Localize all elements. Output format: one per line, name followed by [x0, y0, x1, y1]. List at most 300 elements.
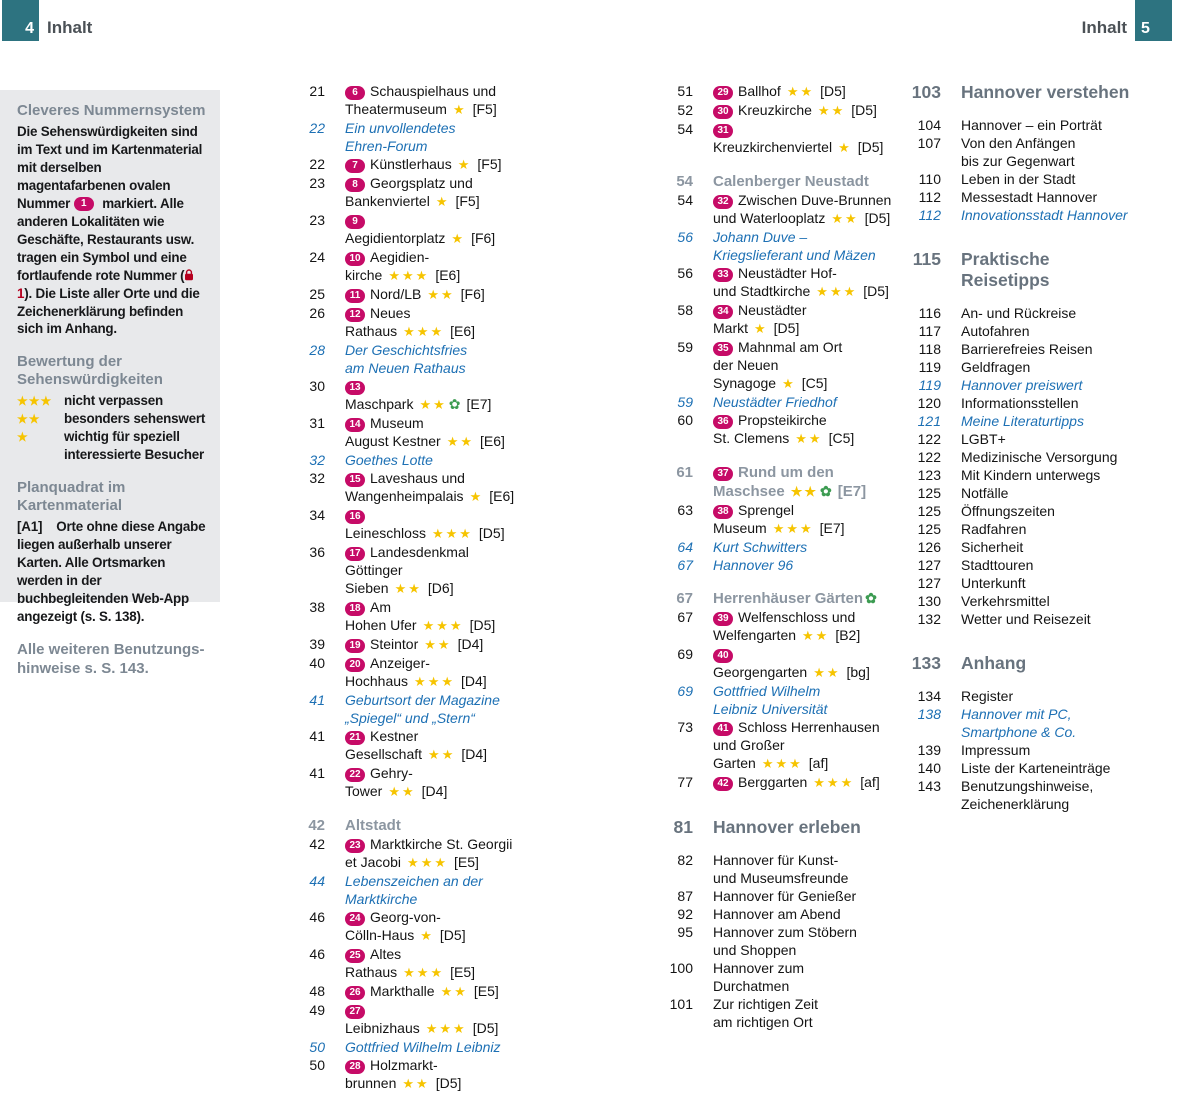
toc-page-number: 69 [677, 683, 693, 699]
star-rating-icon: ★★ [795, 431, 823, 446]
toc-page-number: 44 [309, 873, 325, 889]
map-grid-reference: [D5] [857, 139, 884, 155]
legend-numbering-title: Cleveres Nummernsystem [17, 102, 206, 119]
toc-entry-line [961, 412, 1158, 430]
toc-entry-line [961, 520, 1158, 538]
toc-entry-title: Mahnmal am Ort [738, 339, 843, 355]
map-grid-reference: [E6] [450, 323, 476, 339]
toc-entry-line [713, 941, 893, 959]
toc-page-number: 46 [309, 946, 325, 962]
red-lock-icon [184, 269, 194, 281]
star-rating-icon: ★ [452, 102, 467, 117]
toc-entry-section [648, 463, 893, 501]
map-grid-reference: [D5] [851, 102, 877, 118]
toc-entry-title: Cölln-Haus [345, 927, 415, 943]
toc-entry-chapter [893, 653, 1158, 674]
toc-entry-line [713, 246, 893, 264]
map-grid-reference: [E7] [466, 396, 492, 412]
toc-entry-line [345, 414, 515, 432]
sight-number-badge: 10 [345, 252, 365, 266]
toc-entry-sight [280, 945, 515, 982]
toc-entry-body [345, 248, 515, 285]
toc-entry-body [713, 411, 893, 448]
toc-entry-sight [280, 506, 515, 543]
toc-entry-title: Gehry-Tower [345, 765, 413, 799]
sight-number-badge: 15 [345, 473, 365, 487]
toc-page-number: 104 [917, 117, 941, 133]
toc-entry-title: Hannover für Genießer [713, 888, 857, 904]
toc-page-number: 101 [669, 996, 693, 1012]
toc-entry-title: und Shoppen [713, 942, 797, 958]
toc-entry-line [713, 482, 893, 501]
toc-entry-sight [280, 1001, 515, 1038]
legend-numbering-text: Die Sehenswürdigkeiten sind im Text und im Kartenmaterial mit derselben magentafarbenen ovalen Nummer 1 markiert. Alle anderen Lokalitäten wie Geschäfte, Restaurants usw. tragen ein Symbol und eine fortlaufende rote Nummer (1). Die Liste aller Orte und die Zeichenerklärung befinden sich im Anhang. [17, 124, 203, 337]
toc-entry-line [961, 116, 1158, 134]
toc-entry-body [961, 412, 1158, 430]
toc-entry-line [345, 285, 515, 304]
map-grid-reference: [D4] [461, 746, 488, 762]
toc-entry-body [961, 610, 1158, 628]
star-rating-icon: ★ [838, 140, 852, 155]
star-rating-icon: ★★★ [422, 618, 464, 633]
running-head-left: Inhalt [47, 18, 93, 37]
toc-page-number: 39 [309, 636, 325, 652]
toc-page-number: 132 [917, 611, 941, 627]
toc-entry-line [345, 926, 515, 945]
toc-entry-sight [648, 718, 893, 773]
toc-page-number: 38 [309, 599, 325, 615]
toc-entry-title: Propsteikirche [738, 412, 827, 428]
toc-entry-body [345, 506, 515, 543]
toc-page-number: 50 [309, 1039, 325, 1055]
toc-page-number: 23 [309, 212, 325, 228]
star-rating-icon: ★★ [446, 434, 475, 449]
toc-entry-line [345, 945, 515, 982]
toc-entry-line [713, 282, 893, 301]
toc-entry-title: am richtigen Ort [713, 1014, 813, 1030]
toc-entry-body [713, 718, 893, 773]
toc-entry-line [345, 561, 515, 598]
toc-entry-title: August Kestner [345, 433, 441, 449]
toc-entry-title: Smartphone & Co. [961, 724, 1077, 740]
toc-entry-line [345, 853, 515, 872]
toc-page-number: 67 [676, 590, 693, 607]
toc-entry-body [713, 338, 893, 393]
toc-entry-title: Berggarten [738, 774, 808, 790]
star-rating-icon: ★★ [813, 665, 841, 680]
toc-entry-story [648, 393, 893, 411]
toc-entry-sight [648, 101, 893, 120]
toc-entry-title: Zur richtigen Zeit [713, 996, 819, 1012]
toc-page-number: 31 [309, 415, 325, 431]
toc-entry-title: Schloss Herrenhausen [738, 719, 880, 735]
toc-entry-title: Lebenszeichen an der [345, 873, 483, 889]
toc-entry-story [648, 538, 893, 556]
toc-entry-line [345, 1074, 515, 1093]
toc-entry-plain [893, 610, 1158, 628]
toc-entry-plain [893, 484, 1158, 502]
toc-entry-title: Georg-von- [370, 909, 441, 925]
star-rating-icon: ★★ [388, 784, 416, 799]
toc-page-number: 82 [677, 852, 693, 868]
toc-entry-line [713, 923, 893, 941]
rating-row [17, 392, 208, 410]
toc-page-number: 26 [309, 305, 325, 321]
toc-entry-sight [280, 727, 515, 764]
toc-entry-body [713, 851, 893, 887]
star-rating-icon: ★★★ [425, 1021, 467, 1036]
toc-entry-title: Mit Kindern unterwegs [961, 467, 1101, 483]
toc-page-number: 23 [309, 175, 325, 191]
toc-entry-body [345, 155, 515, 174]
toc-entry-title: Maschpark [345, 396, 414, 412]
toc-entry-story [280, 341, 515, 377]
toc-entry-line [713, 101, 893, 120]
sight-number-badge: 25 [345, 949, 365, 963]
map-grid-reference: [C5] [828, 430, 855, 446]
sight-number-badge: 37 [713, 467, 733, 481]
toc-entry-title: Göttinger Sieben [345, 562, 403, 596]
page-number-box-right [1135, 0, 1172, 41]
toc-entry-body [345, 451, 515, 469]
toc-entry-body [961, 82, 1158, 103]
map-grid-reference: [B2] [835, 627, 861, 643]
toc-entry-body [961, 430, 1158, 448]
toc-entry-sight [648, 411, 893, 448]
toc-entry-body [961, 170, 1158, 188]
legend-grid-title: Planquadrat im Kartenmaterial [17, 479, 126, 515]
sight-number-badge: 27 [345, 1005, 365, 1019]
toc-entry-plain [893, 116, 1158, 134]
toc-entry-line [713, 995, 893, 1013]
map-grid-reference: [D5] [469, 617, 496, 633]
toc-entry-title: Gottfried Wilhelm [713, 683, 821, 699]
toc-page-number: 30 [309, 378, 325, 394]
toc-entry-body [345, 816, 515, 835]
toc-page-number: 69 [677, 646, 693, 662]
toc-entry-line [961, 484, 1158, 502]
toc-entry-title: LGBT+ [961, 431, 1006, 447]
toc-entry-body [713, 501, 893, 538]
toc-entry-title: Welfenschloss und [738, 609, 856, 625]
toc-entry-plain [893, 777, 1158, 813]
map-grid-reference: [D4] [457, 636, 484, 652]
rating-stars-icon: ★ [17, 430, 29, 445]
sight-number-badge: 30 [713, 105, 733, 119]
toc-entry-sight [280, 654, 515, 691]
toc-entry-sight [648, 645, 893, 682]
legend-footer-note: Alle weiteren Benutzungs- hinweise s. S. 143. [17, 640, 205, 677]
sight-number-badge: 13 [345, 381, 365, 395]
red-lock-number: 1 [17, 285, 25, 301]
toc-entry-body [713, 817, 893, 838]
toc-page-number: 126 [917, 539, 941, 555]
toc-page-number: 59 [677, 339, 693, 355]
toc-entry-sight [280, 377, 515, 414]
star-rating-icon: ★★★ [407, 855, 449, 870]
toc-entry-plain [893, 520, 1158, 538]
toc-entry-line [345, 359, 515, 377]
map-grid-reference: [D5] [478, 525, 505, 541]
star-rating-icon: ★ [451, 231, 466, 246]
toc-entry-section [648, 172, 893, 191]
toc-entry-line [961, 502, 1158, 520]
toc-entry-line [345, 543, 515, 561]
sight-number-badge: 21 [345, 731, 365, 745]
map-grid-reference: [F6] [471, 230, 496, 246]
toc-entry-title: Altes Rathaus [345, 946, 402, 980]
toc-entry-line [713, 959, 893, 977]
map-grid-reference: [E6] [480, 433, 505, 449]
toc-entry-line [713, 645, 893, 682]
toc-entry-line [345, 727, 515, 745]
sight-number-badge: 8 [345, 178, 365, 192]
toc-entry-body [345, 304, 515, 341]
map-grid-reference: [E7] [819, 520, 845, 536]
toc-entry-story [893, 206, 1158, 224]
toc-entry-title: Kurt Schwitters [713, 539, 808, 555]
toc-entry-title: Hannover zum [713, 960, 805, 976]
toc-entry-plain [893, 687, 1158, 705]
toc-entry-body [961, 188, 1158, 206]
toc-page-number: 121 [917, 413, 941, 429]
toc-entry-line [713, 718, 893, 736]
map-grid-reference: [E6] [489, 488, 515, 504]
toc-page-number: 122 [917, 431, 941, 447]
star-rating-icon: ★★ [440, 984, 468, 999]
toc-entry-title: Autofahren [961, 323, 1030, 339]
toc-entry-line [961, 653, 1158, 674]
toc-entry-line [345, 155, 515, 174]
toc-entry-body [345, 764, 515, 801]
toc-entry-body [713, 682, 893, 718]
toc-page-number: 60 [677, 412, 693, 428]
toc-entry-line [713, 851, 893, 869]
toc-entry-line [345, 100, 515, 119]
toc-entry-title: „Spiegel“ und „Stern“ [345, 710, 475, 726]
toc-entry-story [893, 376, 1158, 394]
toc-entry-sight [280, 908, 515, 945]
sight-number-badge: 38 [713, 505, 733, 519]
toc-entry-title: Bankenviertel [345, 193, 430, 209]
toc-entry-body [961, 116, 1158, 134]
toc-entry-sight [280, 835, 515, 872]
toc-entry-sight [280, 982, 515, 1001]
toc-entry-body [713, 228, 893, 264]
park-flora-icon: ✿ [820, 483, 832, 499]
map-grid-reference: [af] [860, 774, 880, 790]
toc-entry-sight [280, 635, 515, 654]
toc-entry-body [713, 905, 893, 923]
toc-page-number: 56 [677, 229, 693, 245]
legend-rating-rows [17, 392, 208, 464]
toc-entry-plain [648, 851, 893, 887]
toc-entry-title: Medizinische Versorgung [961, 449, 1118, 465]
toc-entry-sight [648, 264, 893, 301]
toc-entry-plain [893, 358, 1158, 376]
toc-entry-title: Georgengarten [713, 664, 808, 680]
toc-entry-title: Landesdenkmal [370, 544, 469, 560]
toc-page-number: 46 [309, 909, 325, 925]
toc-entry-line [713, 411, 893, 429]
toc-entry-title: Goethes Lotte [345, 452, 433, 468]
sight-number-badge: 39 [713, 612, 733, 626]
sight-number-badge: 14 [345, 418, 365, 432]
toc-entry-line [961, 430, 1158, 448]
toc-page-number: 119 [918, 377, 941, 393]
toc-page-number: 117 [918, 323, 941, 339]
toc-entry-body [961, 538, 1158, 556]
toc-page-number: 32 [309, 452, 325, 468]
sight-number-badge: 29 [713, 86, 733, 100]
toc-entry-title: Neues Rathaus [345, 305, 411, 339]
toc-entry-body [713, 120, 893, 157]
toc-page-number: 139 [917, 742, 941, 758]
toc-entry-line [713, 191, 893, 209]
page-number-box-left [2, 0, 39, 41]
toc-entry-line [713, 773, 893, 792]
toc-entry-chapter [893, 82, 1158, 103]
toc-page-number: 73 [677, 719, 693, 735]
toc-entry-line [345, 174, 515, 192]
toc-entry-line [713, 228, 893, 246]
toc-entry-body [345, 654, 515, 691]
toc-entry-plain [893, 466, 1158, 484]
toc-page-number: 40 [309, 655, 325, 671]
toc-entry-sight [280, 285, 515, 304]
toc-entry-line [713, 905, 893, 923]
toc-entry-sight [648, 338, 893, 393]
rating-stars-icon: ★★ [17, 412, 41, 427]
toc-page-number: 63 [677, 502, 693, 518]
toc-entry-plain [893, 188, 1158, 206]
toc-entry-line [961, 610, 1158, 628]
toc-entry-plain [893, 170, 1158, 188]
star-rating-icon: ★ [457, 157, 472, 172]
toc-page-number: 118 [918, 341, 941, 357]
map-grid-reference: [F5] [455, 193, 480, 209]
toc-entry-sight [280, 764, 515, 801]
toc-entry-line [713, 264, 893, 282]
toc-page-number: 56 [677, 265, 693, 281]
sight-number-badge: 12 [345, 308, 365, 322]
toc-entry-title: Reisetipps [961, 270, 1050, 290]
star-rating-icon: ★★ [428, 747, 456, 762]
toc-page-number: 107 [917, 135, 941, 151]
toc-entry-title: Kriegslieferant und Mäzen [713, 247, 876, 263]
toc-entry-sight [280, 1056, 515, 1093]
toc-entry-line [713, 817, 893, 838]
toc-entry-line [713, 556, 893, 574]
toc-entry-title: Ein unvollendetes [345, 120, 456, 136]
toc-entry-sight [280, 598, 515, 635]
toc-entry-title: Johann Duve – [713, 229, 808, 245]
toc-entry-body [961, 466, 1158, 484]
toc-entry-line [345, 487, 515, 506]
map-grid-reference: [D5] [863, 283, 889, 299]
star-rating-icon: ★★★ [414, 674, 456, 689]
toc-entry-line [345, 211, 515, 248]
toc-entry-line [713, 301, 893, 338]
toc-entry-title: Praktische [961, 249, 1050, 269]
toc-entry-title: und Museumsfreunde [713, 870, 849, 886]
toc-entry-line [345, 248, 515, 266]
toc-entry-title: Maschsee [713, 483, 785, 500]
toc-entry-title: Rund um den [738, 464, 834, 481]
toc-entry-line [961, 170, 1158, 188]
toc-entry-body [713, 301, 893, 338]
toc-entry-body [961, 705, 1158, 741]
toc-entry-title: Wetter und Reisezeit [961, 611, 1091, 627]
sight-number-badge: 40 [713, 649, 733, 663]
map-grid-reference: [D5] [773, 320, 800, 336]
toc-entry-line [713, 538, 893, 556]
map-grid-reference: [D4] [461, 673, 487, 689]
star-rating-icon: ★★ [817, 103, 846, 118]
toc-entry-title: Verkehrsmittel [961, 593, 1050, 609]
toc-page-number: 119 [918, 359, 941, 375]
toc-entry-sight [280, 174, 515, 211]
toc-entry-title: Neustädter Hof- [738, 265, 837, 281]
toc-page-number: 77 [677, 774, 693, 790]
toc-entry-line [713, 82, 893, 101]
toc-entry-line [961, 687, 1158, 705]
rating-label: nicht verpassen [64, 393, 163, 409]
toc-entry-title: Zwischen Duve-Brunnen [738, 192, 892, 208]
toc-entry-body [345, 211, 515, 248]
toc-entry-body [345, 1056, 515, 1093]
toc-entry-line [345, 598, 515, 616]
rating-row [17, 410, 208, 428]
rating-label: wichtig für speziell interessierte Besucher [64, 429, 204, 463]
toc-entry-title: Holzmarkt- [370, 1057, 438, 1073]
toc-entry-title: Leben in der Stadt [961, 171, 1076, 187]
toc-entry-body [713, 393, 893, 411]
map-grid-reference: [D4] [421, 783, 448, 799]
toc-entry-body [713, 556, 893, 574]
toc-entry-chapter [893, 249, 1158, 291]
toc-entry-title: Kestner [370, 728, 419, 744]
toc-entry-body [713, 191, 893, 228]
toc-page-number: 92 [677, 906, 693, 922]
toc-page-number: 59 [677, 394, 693, 410]
sight-number-badge: 11 [345, 289, 365, 303]
toc-column-3 [893, 82, 1158, 813]
toc-entry-plain [893, 304, 1158, 322]
toc-entry-body [961, 304, 1158, 322]
toc-entry-plain [893, 322, 1158, 340]
sight-number-badge: 31 [713, 124, 733, 138]
toc-entry-body [345, 285, 515, 304]
toc-entry-title: brunnen [345, 1075, 397, 1091]
toc-entry-title: Benutzungshinweise, [961, 778, 1094, 794]
toc-entry-body [961, 134, 1158, 170]
toc-entry-line [345, 1038, 515, 1056]
toc-page-number: 134 [917, 688, 941, 704]
toc-entry-body [961, 759, 1158, 777]
toc-entry-plain [648, 959, 893, 995]
toc-entry-line [345, 304, 515, 341]
toc-page-number: 25 [309, 286, 325, 302]
map-grid-reference: [D5] [439, 927, 466, 943]
sight-number-badge: 33 [713, 268, 733, 282]
toc-entry-line [713, 209, 893, 228]
toc-entry-title: Welfengarten [713, 627, 797, 643]
toc-entry-line [345, 745, 515, 764]
toc-entry-line [345, 119, 515, 137]
toc-entry-line [713, 869, 893, 887]
toc-entry-body [713, 887, 893, 905]
